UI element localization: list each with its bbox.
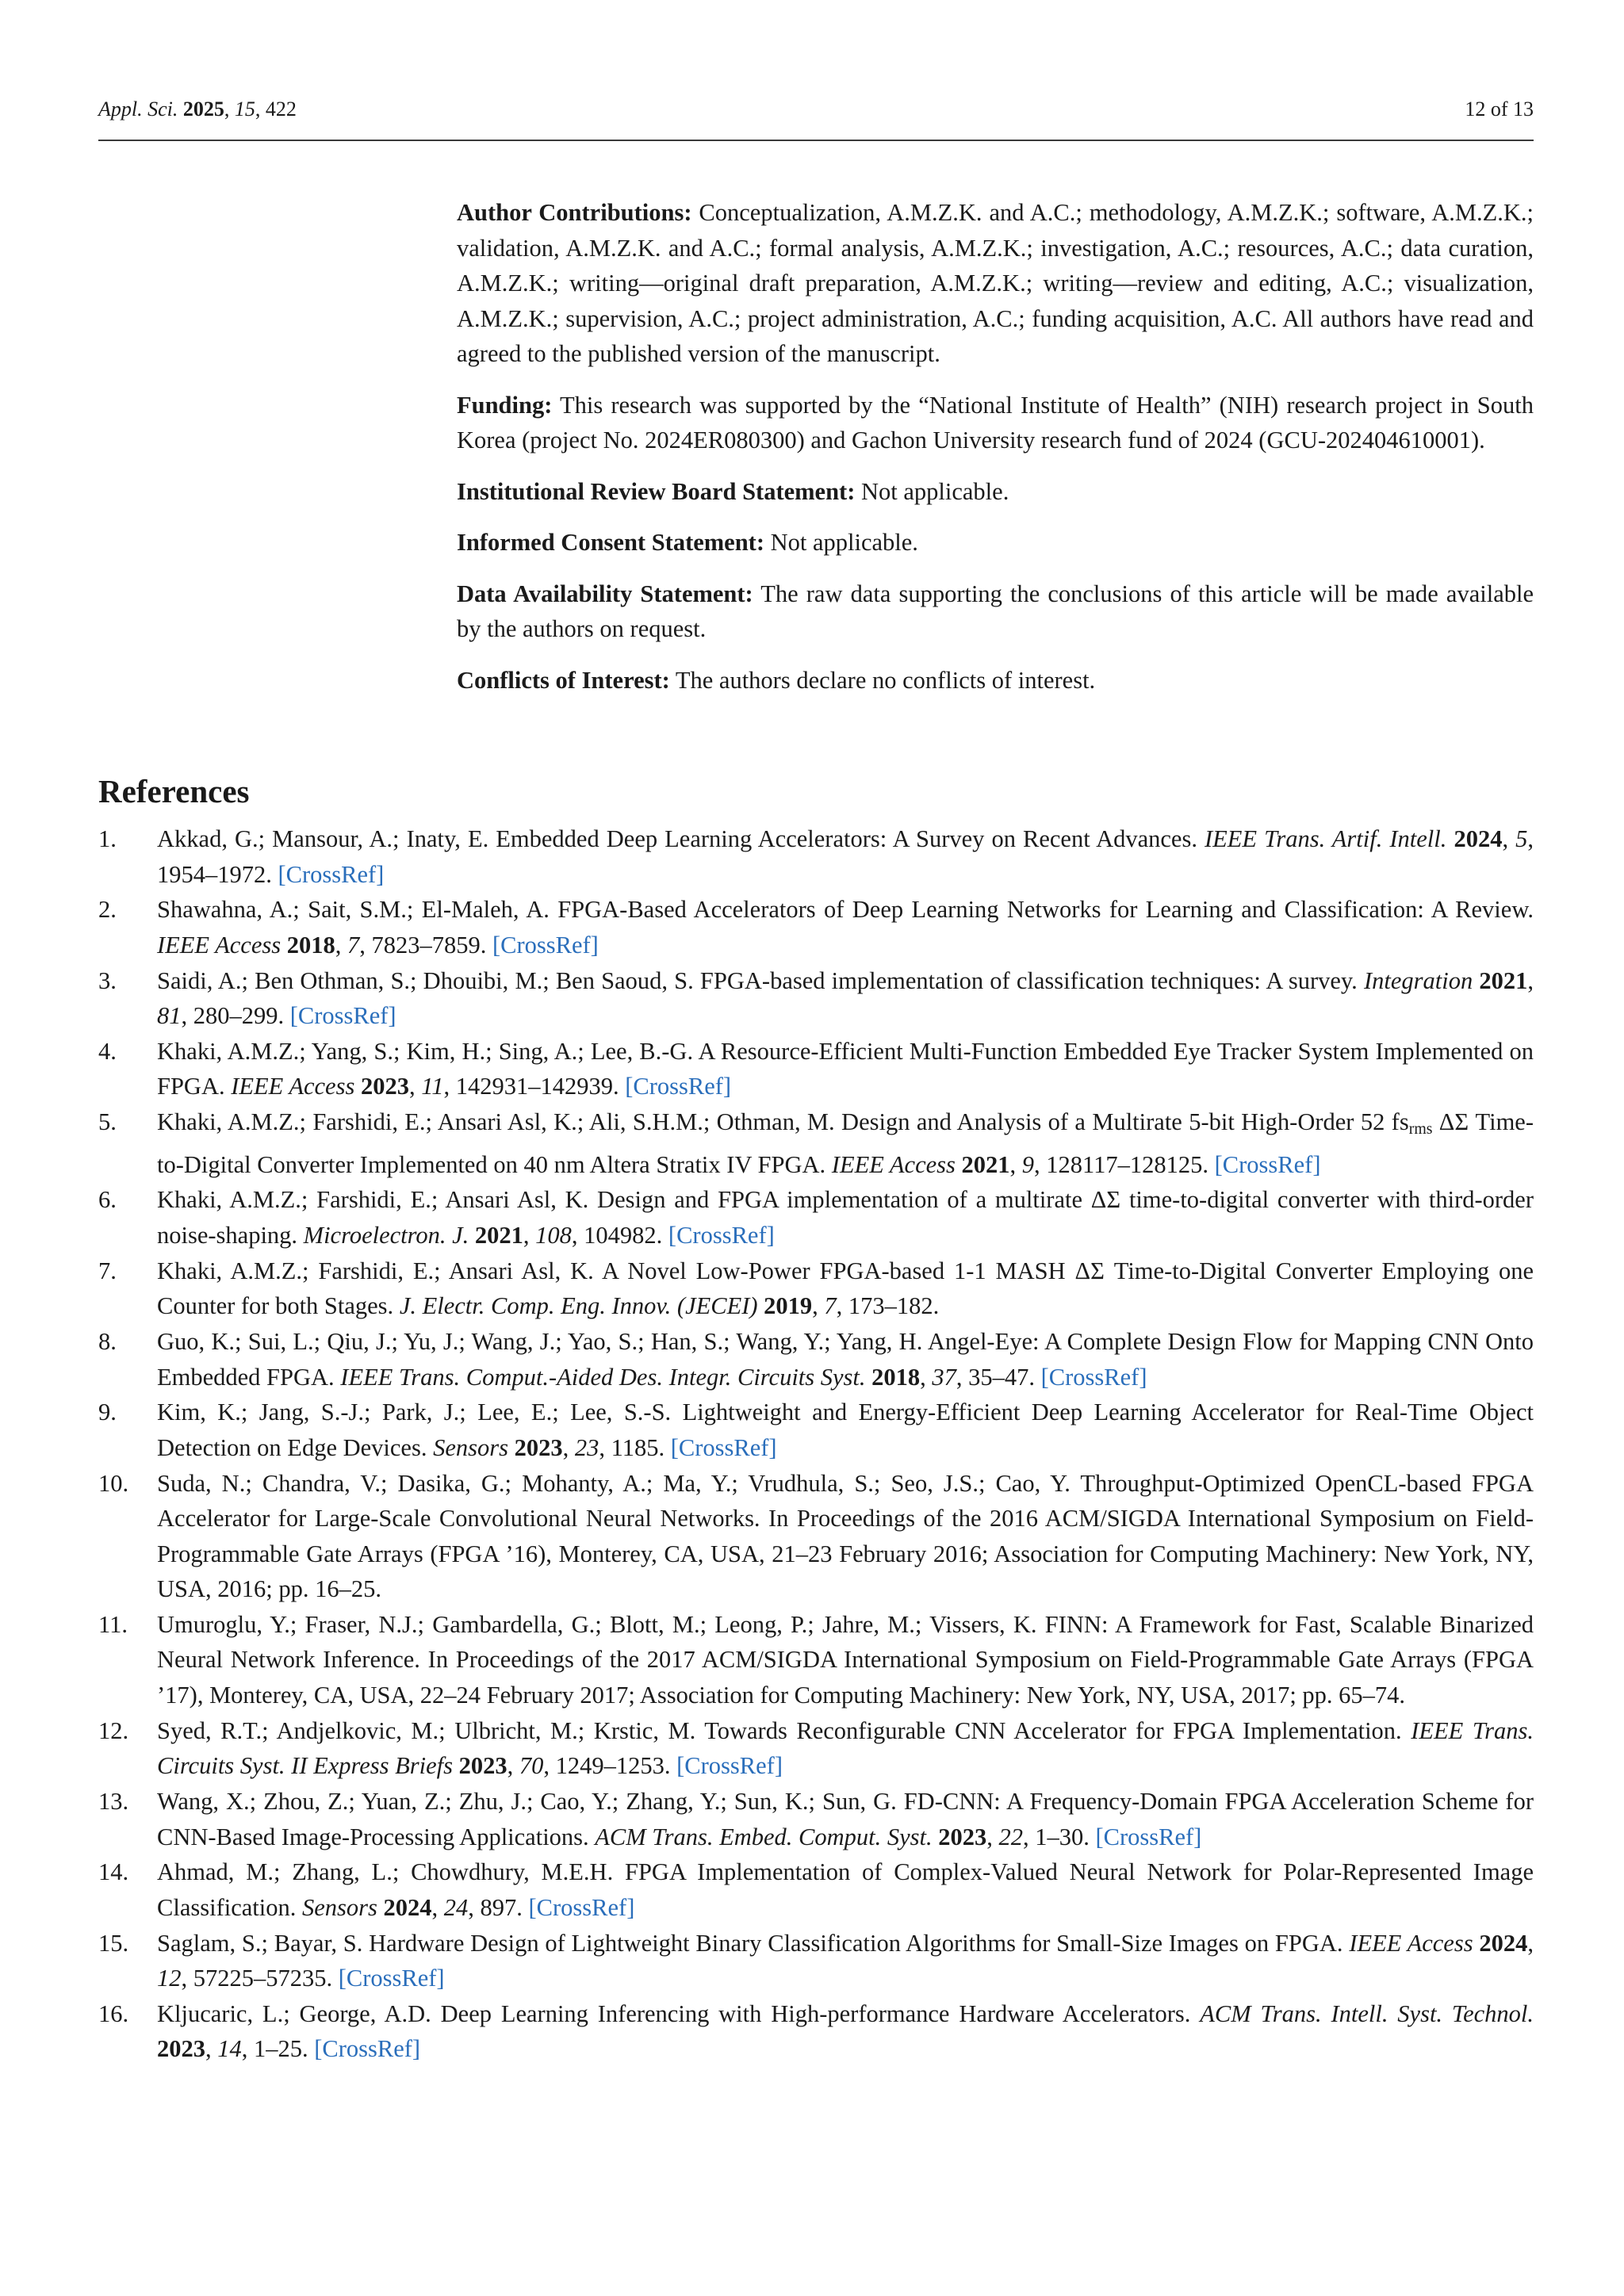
reference-pages: 142931–142939. [455,1073,619,1100]
reference-pages: 897. [480,1893,523,1921]
reference-journal: Sensors [301,1893,377,1921]
reference-body: Umuroglu, Y.; Fraser, N.J.; Gambardella, G.; Blott, M.; Leong, P.; Jahre, M.; Vissers, K. FINN: A Framework for Fast, Scalable Binarized Neural Network Inference. In Proceedings of the 2017 ACM/SIGDA International Symposium on Field-Programmable Gate Arrays (FPGA ’17), Monterey, CA, USA, 22–24 February 2017; Association for Computing Machinery: New York, NY, USA, 2017; pp. 65–74. [157,1610,1534,1709]
reference-text: Wang, X.; Zhou, Z.; Yuan, Z.; Zhu, J.; Cao, Y.; Zhang, Y.; Sun, K.; Sun, G. FD-CNN: A Frequency-Domain FPGA Acceleration Scheme for CNN-Based Image-Processing Applications. ACM Trans. Embed. Comput. Syst. 2023, 22, 1–30. [CrossRef] [157,1788,1534,1850]
reference-pages: 128117–128125. [1046,1150,1209,1178]
crossref-link[interactable]: [CrossRef] [1214,1150,1321,1178]
reference-number: 2. [98,896,117,924]
reference-text: Khaki, A.M.Z.; Farshidi, E.; Ansari Asl, K. Design and FPGA implementation of a multirate ΔΣ time-to-digital converter with third-order noise-shaping. Microelectron. J. 2021, 108, 104982. [CrossRef] [157,1186,1534,1249]
reference-item [98,1607,1534,1713]
statement-text: This research was supported by the “National Institute of Health” (NIH) research project in South Korea (project No. 2024ER080300) and Gachon University research fund of 2024 (GCU-202404610001). [457,391,1534,453]
reference-pages: 1954–1972. [157,860,272,888]
crossref-link[interactable]: [CrossRef] [528,1893,635,1921]
reference-authors-title: Kljucaric, L.; George, A.D. Deep Learning Inferencing with High-performance Hardware Accelerators. [157,1999,1201,2027]
statement-text: Conceptualization, A.M.Z.K. and A.C.; methodology, A.M.Z.K.; software, A.M.Z.K.; validation, A.M.Z.K. and A.C.; formal analysis, A.M.Z.K.; investigation, A.C.; resources, A.C.; data curation, A.M.Z.K.; writing—original draft preparation, A.M.Z.K.; writing—review and editing, A.C.; visualization, A.M.Z.K.; supervision, A.C.; project administration, A.C.; funding acquisition, A.C. All authors have read and agreed to the published version of the manuscript. [457,199,1534,367]
reference-pages: 173–182. [848,1292,940,1320]
reference-authors-title: Saidi, A.; Ben Othman, S.; Dhouibi, M.; Ben Saoud, S. FPGA-based implementation of classification techniques: A survey. [157,966,1364,994]
reference-journal: Sensors [433,1433,508,1461]
journal-name: Appl. Sci. [98,98,178,121]
crossref-link[interactable]: [CrossRef] [289,1002,396,1030]
reference-journal: ACM Trans. Embed. Comput. Syst. [595,1823,933,1850]
reference-authors-title: Syed, R.T.; Andjelkovic, M.; Ulbricht, M.; Krstic, M. Towards Reconfigurable CNN Accelerator for FPGA Implementation. [157,1716,1411,1744]
reference-pages: 7823–7859. [371,931,487,959]
reference-authors: Khaki, A.M.Z.; Farshidi, E.; Ansari Asl, K.; Ali, S.H.M.; Othman, M. Design and Analysis of a Multirate 5-bit High-Order 52 fs [157,1108,1409,1136]
reference-pages: 280–299. [193,1002,285,1030]
reference-item [98,1784,1534,1854]
reference-journal: J. Electr. Comp. Eng. Innov. (JECEI) [399,1292,758,1320]
crossref-link[interactable]: [CrossRef] [676,1752,783,1780]
reference-number: 10. [98,1469,129,1497]
reference-item [98,1466,1534,1607]
reference-volume: 81 [157,1002,182,1030]
reference-authors-title: Kim, K.; Jang, S.-J.; Park, J.; Lee, E.; Lee, S.-S. Lightweight and Energy-Efficient Deep Learning Accelerator for Real-Time Object Detection on Edge Devices. [157,1399,1534,1461]
reference-text: Khaki, A.M.Z.; Farshidi, E.; Ansari Asl, K. A Novel Low-Power FPGA-based 1-1 MASH ΔΣ Time-to-Digital Converter Employing one Counter for both Stages. J. Electr. Comp. Eng. Innov. (JECEI) 2019, 7, 173–182. [157,1257,1534,1320]
reference-volume: 9 [1021,1150,1035,1178]
statement-text: The authors declare no conflicts of interest. [669,666,1096,694]
references-heading: References [98,773,250,809]
reference-item [98,1996,1534,2067]
reference-year: 2021 [1479,966,1528,994]
reference-text: Saglam, S.; Bayar, S. Hardware Design of Lightweight Binary Classification Algorithms for Small-Size Images on FPGA. IEEE Access 2024, 12, 57225–57235. [CrossRef] [157,1929,1534,1992]
reference-authors-title: ΔΣ Time-to-Digital Converter Implemented on 40 nm Altera Stratix IV FPGA. [157,1108,1534,1178]
reference-pages: 1185. [611,1433,665,1461]
reference-item [98,1182,1534,1253]
reference-volume: 23 [574,1433,599,1461]
reference-year: 2021 [961,1150,1010,1178]
reference-journal: IEEE Access [831,1150,956,1178]
journal-year: 2025 [182,98,224,121]
reference-text: Shawahna, A.; Sait, S.M.; El-Maleh, A. FPGA-Based Accelerators of Deep Learning Networks for Learning and Classification: A Review. IEEE Access 2018, 7, 7823–7859. [CrossRef] [157,896,1534,959]
reference-item [98,821,1534,892]
reference-journal: IEEE Trans. Circuits Syst. II Express Briefs [157,1716,1534,1780]
statement-label: Author Contributions: [457,199,692,226]
reference-journal: Integration [1363,966,1473,994]
header-rule [98,140,1534,141]
crossref-link[interactable]: [CrossRef] [625,1073,732,1100]
reference-text: Kim, K.; Jang, S.-J.; Park, J.; Lee, E.; Lee, S.-S. Lightweight and Energy-Efficient Deep Learning Accelerator for Real-Time Object Detection on Edge Devices. Sensors 2023, 23, 1185. [CrossRef] [157,1399,1534,1461]
reference-journal: IEEE Trans. Artif. Intell. [1205,825,1447,852]
reference-journal: ACM Trans. Intell. Syst. Technol. [1200,1999,1534,2027]
reference-number: 8. [98,1328,117,1356]
back-matter-statements [457,195,1534,714]
reference-year: 2023 [514,1433,563,1461]
reference-text: Syed, R.T.; Andjelkovic, M.; Ulbricht, M.; Krstic, M. Towards Reconfigurable CNN Accelerator for FPGA Implementation. IEEE Trans. Circuits Syst. II Express Briefs 2023, 70, 1249–1253. [CrossRef] [157,1716,1534,1780]
crossref-link[interactable]: [CrossRef] [338,1965,445,1992]
crossref-link[interactable]: [CrossRef] [670,1433,777,1461]
reference-authors-title: Wang, X.; Zhou, Z.; Yuan, Z.; Zhu, J.; Cao, Y.; Zhang, Y.; Sun, K.; Sun, G. FD-CNN: A Frequency-Domain FPGA Acceleration Scheme for CNN-Based Image-Processing Applications. [157,1788,1534,1850]
reference-authors-title: Guo, K.; Sui, L.; Qiu, J.; Yu, J.; Wang, J.; Yao, S.; Han, S.; Wang, Y.; Yang, H. Angel-Eye: A Complete Design Flow for Mapping CNN Onto Embedded FPGA. [157,1328,1534,1391]
reference-number: 15. [98,1929,129,1957]
statement-paragraph [457,663,1534,698]
reference-year: 2018 [286,931,335,959]
reference-year: 2024 [383,1893,432,1921]
reference-volume: 11 [421,1073,444,1100]
reference-pages: 1–30. [1035,1823,1090,1850]
reference-text: Khaki, A.M.Z.; Farshidi, E.; Ansari Asl, K.; Ali, S.H.M.; Othman, M. Design and Analysis of a Multirate 5-bit High-Order 52 $fs_{rms}$ ΔΣ Time-to-Digital Converter Implemented on 40 nm Altera Stratix IV FPGA. IEEE Access 2021, 9, 128117–128125. [CrossRef] [157,1108,1534,1178]
reference-year: 2023 [458,1752,508,1780]
reference-journal: IEEE Access [157,931,282,959]
reference-pages: 35–47. [968,1363,1036,1391]
reference-number: 16. [98,1999,129,2027]
reference-volume: 22 [998,1823,1023,1850]
statement-label: Data Availability Statement: [457,580,753,607]
reference-year: 2024 [1454,825,1503,852]
reference-text: Guo, K.; Sui, L.; Qiu, J.; Yu, J.; Wang, J.; Yao, S.; Han, S.; Wang, Y.; Yang, H. Angel-Eye: A Complete Design Flow for Mapping CNN Onto Embedded FPGA. IEEE Trans. Comput.-Aided Des. Integr. Circuits Syst. 2018, 37, 35–47. [CrossRef] [157,1328,1534,1391]
reference-volume: 108 [535,1221,572,1249]
statement-paragraph [457,195,1534,372]
reference-item [98,963,1534,1034]
reference-item [98,1034,1534,1104]
reference-number: 9. [98,1399,117,1426]
page-header [98,94,1534,125]
reference-volume: 14 [217,2035,242,2063]
crossref-link[interactable]: [CrossRef] [492,931,599,959]
statement-label: Funding: [457,391,553,419]
reference-year: 2023 [938,1823,987,1850]
crossref-link[interactable]: [CrossRef] [278,860,385,888]
reference-text [157,1611,1534,1709]
reference-number: 5. [98,1108,117,1136]
reference-pages: 104982. [584,1221,663,1249]
reference-number: 4. [98,1037,117,1065]
reference-journal: Microelectron. J. [303,1221,469,1249]
reference-list [98,821,1534,2067]
reference-text [157,1470,1534,1603]
reference-item [98,1324,1534,1395]
reference-authors-title: Shawahna, A.; Sait, S.M.; El-Maleh, A. FPGA-Based Accelerators of Deep Learning Networks for Learning and Classification: A Review. [157,896,1534,924]
crossref-link[interactable]: [CrossRef] [314,2035,421,2063]
reference-year: 2021 [474,1221,523,1249]
reference-authors-title: Saglam, S.; Bayar, S. Hardware Design of Lightweight Binary Classification Algorithms for Small-Size Images on FPGA. [157,1929,1350,1957]
statement-paragraph [457,525,1534,561]
reference-pages: 1–25. [254,2035,308,2063]
reference-pages: 1249–1253. [555,1752,671,1780]
reference-authors-title: Khaki, A.M.Z.; Farshidi, E.; Ansari Asl, K. Design and FPGA implementation of a multirate ΔΣ time-to-digital converter with third-order noise-shaping. [157,1186,1534,1249]
reference-authors-title: Khaki, A.M.Z.; Yang, S.; Kim, H.; Sing, A.; Lee, B.-G. A Resource-Efficient Multi-Function Embedded Eye Tracker System Implemented on FPGA. [157,1037,1534,1100]
statement-paragraph [457,388,1534,458]
reference-item [98,1395,1534,1465]
reference-number: 6. [98,1186,117,1214]
reference-authors-title: Khaki, A.M.Z.; Farshidi, E.; Ansari Asl, K. A Novel Low-Power FPGA-based 1-1 MASH ΔΣ Time-to-Digital Converter Employing one Counter for both Stages. [157,1257,1534,1320]
reference-text: Khaki, A.M.Z.; Yang, S.; Kim, H.; Sing, A.; Lee, B.-G. A Resource-Efficient Multi-Function Embedded Eye Tracker System Implemented on FPGA. IEEE Access 2023, 11, 142931–142939. [CrossRef] [157,1037,1534,1100]
reference-year: 2023 [157,2035,205,2063]
reference-number: 13. [98,1788,129,1816]
reference-item [98,1104,1534,1182]
reference-number: 14. [98,1858,129,1886]
reference-volume: 5 [1515,825,1528,852]
reference-text: Akkad, G.; Mansour, A.; Inaty, E. Embedded Deep Learning Accelerators: A Survey on Recent Advances. IEEE Trans. Artif. Intell. 2024, 5, 1954–1972. [CrossRef] [157,825,1534,888]
crossref-link[interactable]: [CrossRef] [1095,1823,1202,1850]
statement-paragraph [457,474,1534,510]
reference-journal: IEEE Access [1349,1929,1473,1957]
reference-text: Ahmad, M.; Zhang, L.; Chowdhury, M.E.H. FPGA Implementation of Complex-Valued Neural Network for Polar-Represented Image Classification. Sensors 2024, 24, 897. [CrossRef] [157,1858,1534,1921]
statement-text: The raw data supporting the conclusions of this article will be made available by the authors on request. [457,580,1534,642]
statement-label: Conflicts of Interest: [457,666,670,694]
statement-text: Not applicable. [764,529,918,556]
reference-number: 11. [98,1610,128,1638]
page-number: 12 of 13 [1465,98,1534,121]
reference-volume: 7 [347,931,360,959]
reference-year: 2019 [764,1292,813,1320]
reference-item [98,1854,1534,1925]
statement-paragraph [457,576,1534,647]
crossref-link[interactable]: [CrossRef] [668,1221,775,1249]
statement-label: Informed Consent Statement: [457,529,764,556]
reference-number: 7. [98,1257,117,1284]
reference-item [98,1926,1534,1996]
reference-pages: 57225–57235. [193,1965,333,1992]
crossref-link[interactable]: [CrossRef] [1040,1363,1147,1391]
reference-year: 2023 [360,1073,409,1100]
reference-subscript: rms [1408,1120,1433,1138]
reference-volume: 7 [824,1292,837,1320]
reference-number: 12. [98,1716,129,1744]
journal-citation: Appl. Sci. 2025, 15, 422 [98,98,297,121]
reference-item [98,1253,1534,1324]
reference-volume: 12 [157,1965,182,1992]
reference-journal: IEEE Access [231,1073,355,1100]
reference-number: 1. [98,825,117,852]
reference-authors-title: Akkad, G.; Mansour, A.; Inaty, E. Embedded Deep Learning Accelerators: A Survey on Recent Advances. [157,825,1205,852]
reference-text: Kljucaric, L.; George, A.D. Deep Learning Inferencing with High-performance Hardware Accelerators. ACM Trans. Intell. Syst. Technol. 2023, 14, 1–25. [CrossRef] [157,1999,1534,2063]
reference-year: 2018 [871,1363,921,1391]
reference-journal: IEEE Trans. Comput.-Aided Des. Integr. Circuits Syst. [340,1363,866,1391]
reference-authors-title: Ahmad, M.; Zhang, L.; Chowdhury, M.E.H. FPGA Implementation of Complex-Valued Neural Network for Polar-Represented Image Classification. [157,1858,1534,1921]
reference-item [98,1713,1534,1784]
reference-number: 3. [98,966,117,994]
reference-year: 2024 [1479,1929,1528,1957]
statement-label: Institutional Review Board Statement: [457,477,856,505]
reference-volume: 70 [519,1752,544,1780]
reference-item [98,892,1534,962]
reference-text: Saidi, A.; Ben Othman, S.; Dhouibi, M.; Ben Saoud, S. FPGA-based implementation of classification techniques: A survey. Integration 2021, 81, 280–299. [CrossRef] [157,966,1534,1030]
journal-volume: 15 [234,98,255,121]
reference-volume: 24 [443,1893,469,1921]
article-number: 422 [265,98,297,121]
reference-body: Suda, N.; Chandra, V.; Dasika, G.; Mohanty, A.; Ma, Y.; Vrudhula, S.; Seo, J.S.; Cao, Y. Throughput-Optimized OpenCL-based FPGA Accelerator for Large-Scale Convolutional Neural Networks. In Proceedings of the 2016 ACM/SIGDA International Symposium on Field-Programmable Gate Arrays (FPGA ’16), Monterey, CA, USA, 21–23 February 2016; Association for Computing Machinery: New York, NY, USA, 2016; pp. 16–25. [157,1469,1534,1603]
statement-text: Not applicable. [855,477,1009,505]
reference-volume: 37 [932,1363,956,1391]
